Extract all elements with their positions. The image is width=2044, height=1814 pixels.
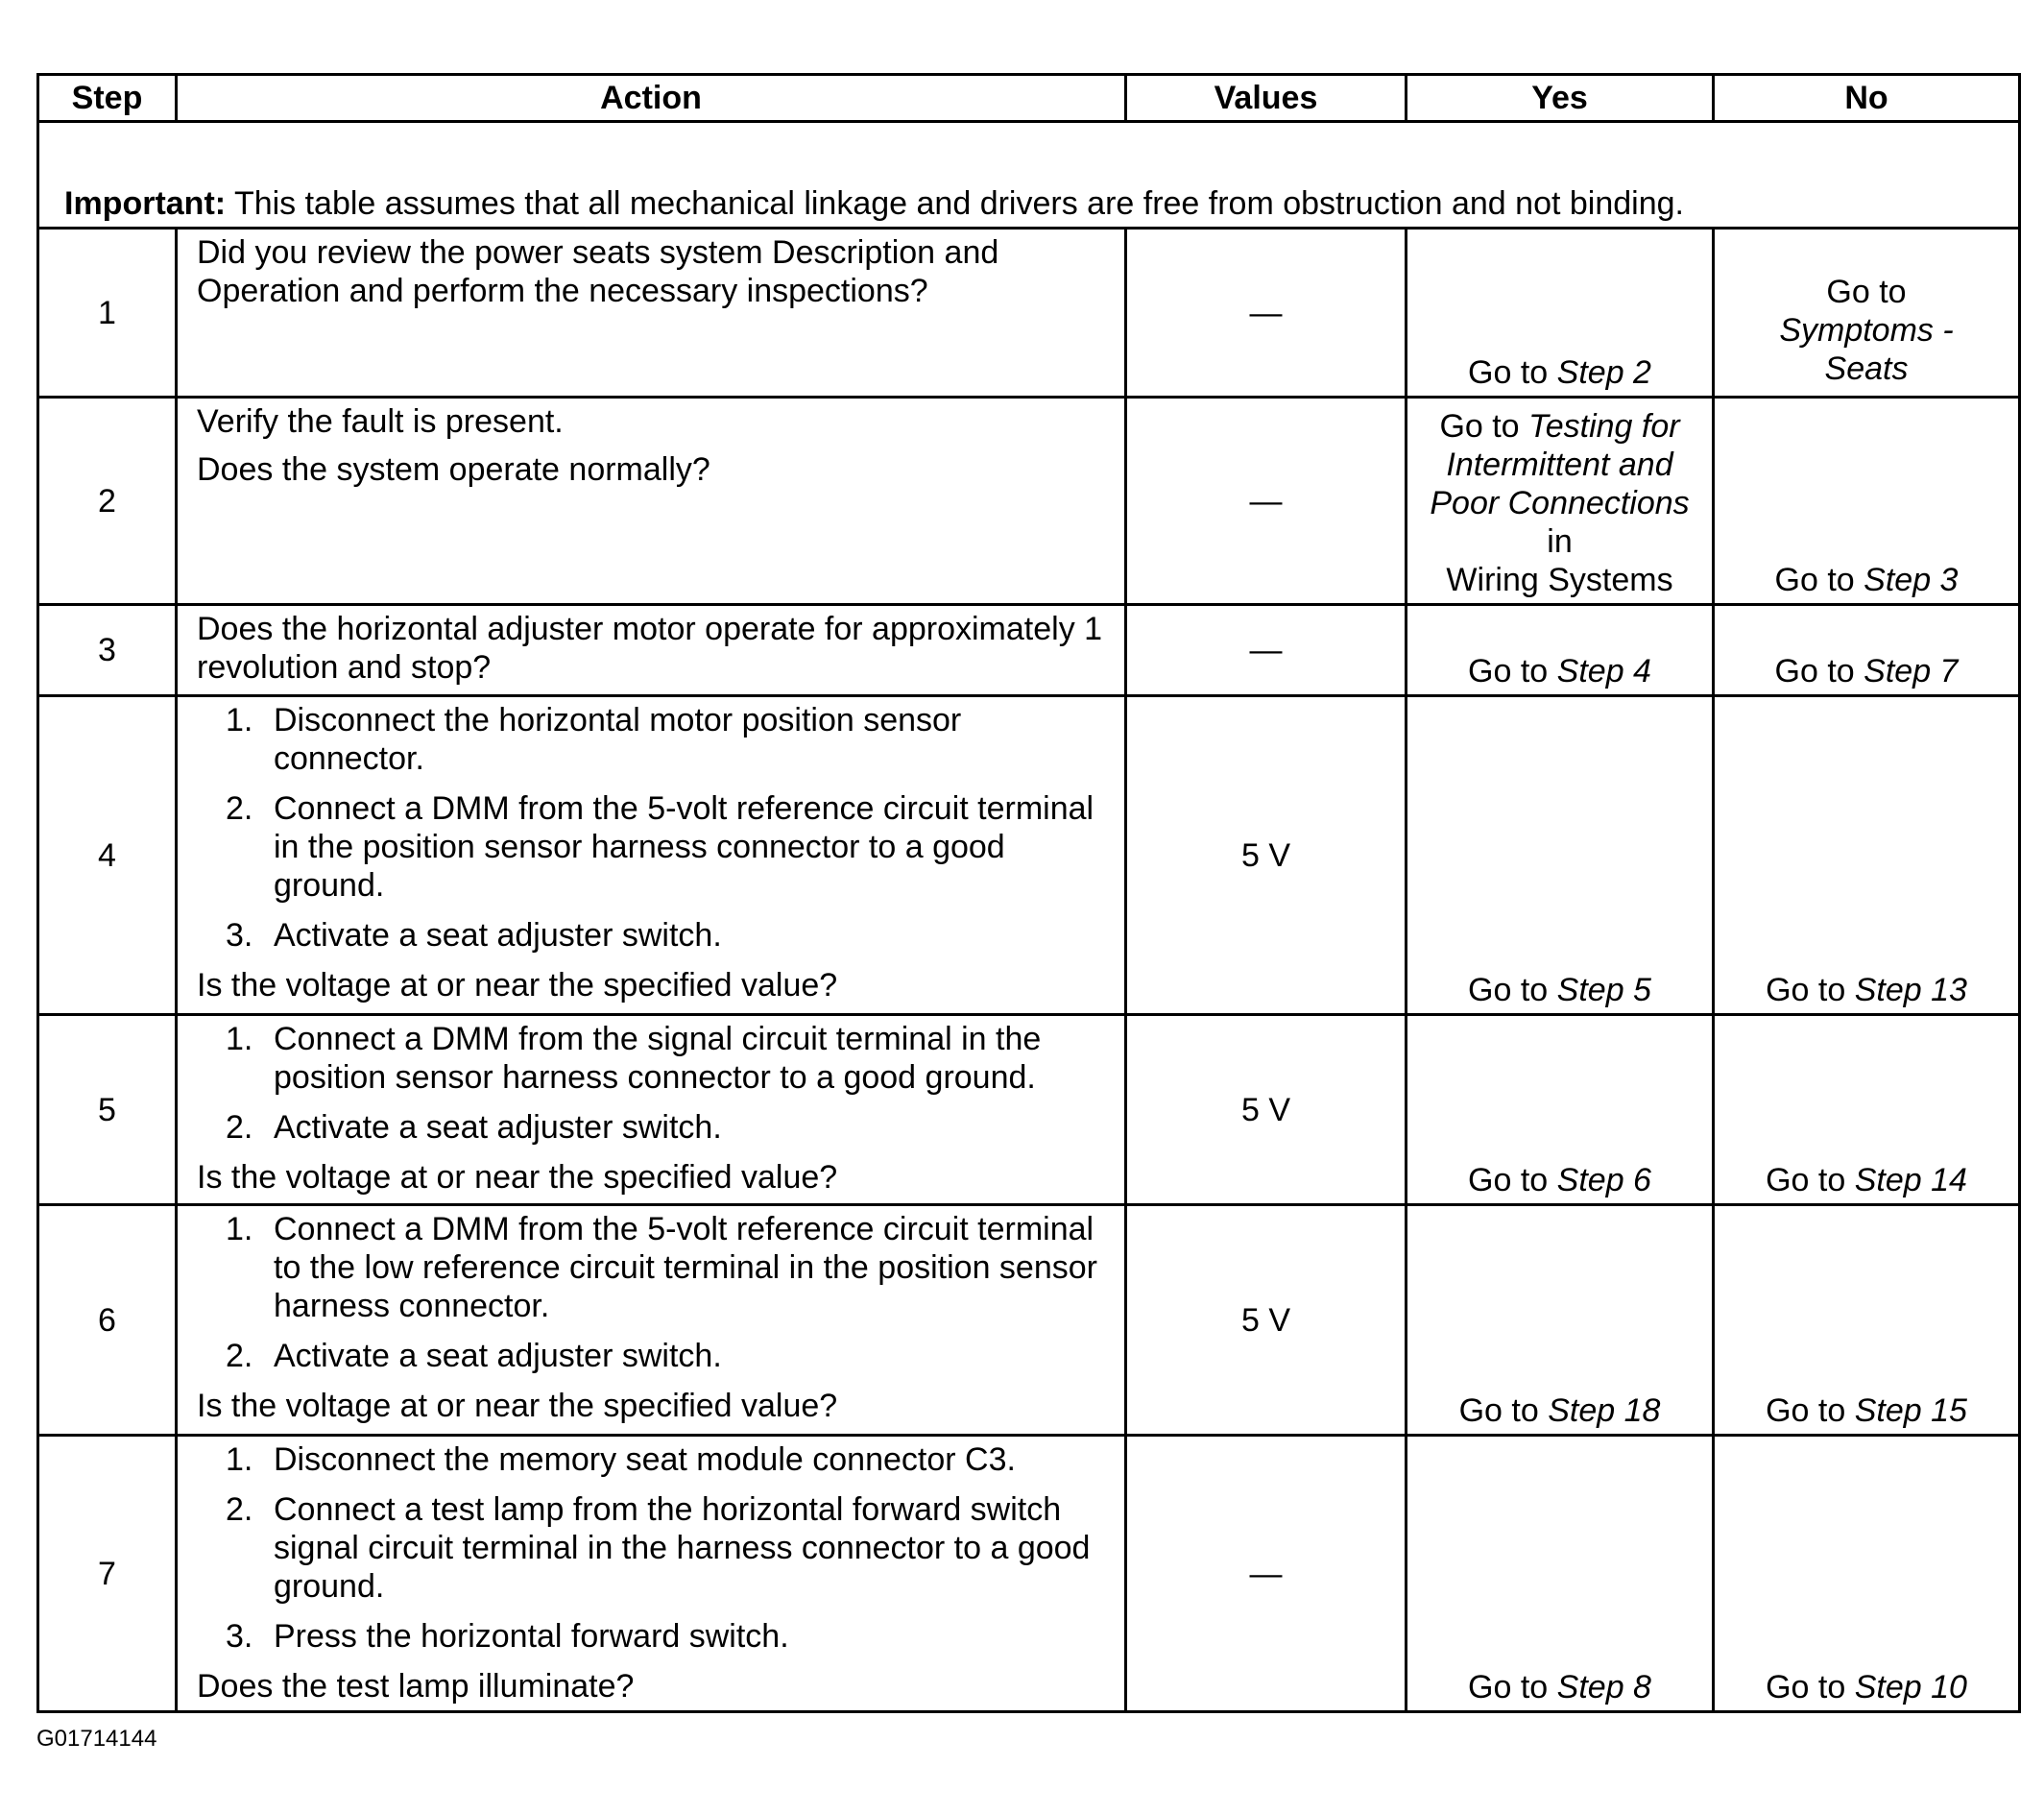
no-cell — [1714, 398, 2020, 605]
step-number: 3 — [38, 605, 177, 696]
no-cell — [1714, 1436, 2020, 1712]
action-question: Is the voltage at or near the specified value? — [197, 967, 838, 1004]
step-number: 7 — [38, 1436, 177, 1712]
yes-cell — [1407, 1436, 1714, 1712]
values-cell: — — [1126, 229, 1407, 398]
yes-cell — [1407, 696, 1714, 1015]
item-number: 2. — [226, 1338, 253, 1374]
no-cell — [1714, 696, 2020, 1015]
instruction-list — [197, 1210, 1111, 1375]
values-cell: 5 V — [1126, 1015, 1407, 1205]
values-cell: 5 V — [1126, 1205, 1407, 1436]
item-text: Activate a seat adjuster switch. — [274, 917, 722, 954]
item-text: Activate a seat adjuster switch. — [274, 1109, 722, 1146]
item-text: Connect a DMM from the signal circuit terminal in the position sensor harness connector to a good ground. — [274, 1021, 1042, 1096]
no-ref: Step 15 — [1854, 1392, 1967, 1429]
item-text: Disconnect the horizontal motor position sensor connector. — [274, 702, 962, 777]
yes-ref: Step 18 — [1548, 1392, 1661, 1429]
yes-prefix: Go to — [1458, 1392, 1539, 1429]
yes-ref: Testing for Intermittent and Poor Connections — [1430, 408, 1690, 521]
action-cell — [177, 398, 1126, 605]
action-question: Does the system operate normally? — [197, 451, 710, 488]
step-number: 2 — [38, 398, 177, 605]
action-cell — [177, 1205, 1126, 1436]
yes-prefix: Go to — [1468, 972, 1549, 1008]
important-note — [38, 122, 2020, 229]
table-row — [38, 1436, 2020, 1712]
action-text: Verify the fault is present. — [197, 403, 564, 440]
item-number: 1. — [226, 702, 253, 738]
values-cell: — — [1126, 398, 1407, 605]
yes-cell — [1407, 605, 1714, 696]
action-cell — [177, 1015, 1126, 1205]
step-number: 1 — [38, 229, 177, 398]
item-text: Connect a test lamp from the horizontal forward switch signal circuit terminal in the harness connector to a good ground. — [274, 1491, 1091, 1605]
table-row — [38, 1205, 2020, 1436]
list-item — [197, 701, 1111, 778]
item-number: 2. — [226, 790, 253, 827]
important-row — [38, 122, 2020, 229]
action-cell — [177, 605, 1126, 696]
action-question: Did you review the power seats system Description and Operation and perform the necessary inspections? — [197, 234, 999, 309]
table-row — [38, 398, 2020, 605]
table-row — [38, 605, 2020, 696]
item-number: 2. — [226, 1109, 253, 1146]
action-cell — [177, 696, 1126, 1015]
yes-suffix-in: in — [1547, 523, 1573, 560]
item-text: Connect a DMM from the 5-volt reference circuit terminal in the position sensor harness connector to a good ground. — [274, 790, 1094, 904]
list-item — [197, 1617, 1111, 1656]
instruction-list — [197, 701, 1111, 955]
item-text: Press the horizontal forward switch. — [274, 1618, 789, 1655]
values-cell: — — [1126, 605, 1407, 696]
yes-ref: Step 2 — [1556, 354, 1651, 391]
action-cell — [177, 1436, 1126, 1712]
yes-ref: Step 6 — [1556, 1162, 1651, 1198]
action-question: Is the voltage at or near the specified value? — [197, 1159, 838, 1196]
header-action: Action — [177, 75, 1126, 122]
list-item — [197, 1490, 1111, 1606]
list-item — [197, 916, 1111, 955]
action-cell — [177, 229, 1126, 398]
no-prefix: Go to — [1826, 273, 1907, 310]
yes-ref: Step 8 — [1556, 1669, 1651, 1705]
yes-prefix: Go to — [1439, 408, 1520, 445]
item-number: 1. — [226, 1021, 253, 1057]
no-ref: Step 10 — [1854, 1669, 1967, 1705]
figure-id: G01714144 — [36, 1726, 157, 1752]
yes-suffix: Wiring Systems — [1446, 562, 1673, 598]
instruction-list — [197, 1020, 1111, 1147]
no-prefix: Go to — [1766, 1162, 1846, 1198]
no-ref: Step 3 — [1864, 562, 1959, 598]
values-cell: 5 V — [1126, 696, 1407, 1015]
step-number: 6 — [38, 1205, 177, 1436]
values-cell: — — [1126, 1436, 1407, 1712]
yes-ref: Step 5 — [1556, 972, 1651, 1008]
no-cell — [1714, 229, 2020, 398]
yes-cell — [1407, 398, 1714, 605]
no-ref: Step 14 — [1854, 1162, 1967, 1198]
no-prefix: Go to — [1766, 1392, 1846, 1429]
important-label: Important: — [64, 185, 227, 222]
item-text: Disconnect the memory seat module connector C3. — [274, 1441, 1016, 1478]
yes-ref: Step 4 — [1556, 653, 1651, 689]
list-item — [197, 1020, 1111, 1097]
action-question: Does the horizontal adjuster motor operate for approximately 1 revolution and stop? — [197, 611, 1103, 686]
item-text: Connect a DMM from the 5-volt reference circuit terminal to the low reference circuit terminal in the position sensor harness connector. — [274, 1211, 1097, 1324]
action-question: Is the voltage at or near the specified value? — [197, 1388, 838, 1424]
item-text: Activate a seat adjuster switch. — [274, 1338, 722, 1374]
no-prefix: Go to — [1766, 1669, 1846, 1705]
header-row — [38, 75, 2020, 122]
yes-prefix: Go to — [1468, 653, 1549, 689]
item-number: 1. — [226, 1211, 253, 1247]
yes-prefix: Go to — [1468, 1669, 1549, 1705]
header-yes: Yes — [1407, 75, 1714, 122]
yes-prefix: Go to — [1468, 1162, 1549, 1198]
table-row — [38, 696, 2020, 1015]
no-cell — [1714, 1205, 2020, 1436]
list-item — [197, 1440, 1111, 1479]
step-number: 4 — [38, 696, 177, 1015]
no-ref: Step 13 — [1854, 972, 1967, 1008]
yes-cell — [1407, 1015, 1714, 1205]
no-prefix: Go to — [1766, 972, 1846, 1008]
no-cell — [1714, 1015, 2020, 1205]
yes-cell — [1407, 1205, 1714, 1436]
item-number: 1. — [226, 1441, 253, 1478]
action-question: Does the test lamp illuminate? — [197, 1668, 635, 1705]
step-number: 5 — [38, 1015, 177, 1205]
list-item — [197, 789, 1111, 905]
no-cell — [1714, 605, 2020, 696]
instruction-list — [197, 1440, 1111, 1656]
diagnostic-table — [36, 73, 2021, 1713]
important-text: This table assumes that all mechanical linkage and drivers are free from obstruction and not binding. — [233, 185, 1684, 222]
no-ref: Symptoms - Seats — [1779, 311, 1954, 387]
item-number: 3. — [226, 1618, 253, 1655]
no-prefix: Go to — [1774, 562, 1855, 598]
table-row — [38, 1015, 2020, 1205]
header-values: Values — [1126, 75, 1407, 122]
no-ref: Step 7 — [1864, 653, 1959, 689]
list-item — [197, 1210, 1111, 1325]
yes-cell — [1407, 229, 1714, 398]
header-step: Step — [38, 75, 177, 122]
no-prefix: Go to — [1774, 653, 1855, 689]
yes-prefix: Go to — [1468, 354, 1549, 391]
header-no: No — [1714, 75, 2020, 122]
item-number: 2. — [226, 1491, 253, 1528]
list-item — [197, 1337, 1111, 1375]
table-row — [38, 229, 2020, 398]
list-item — [197, 1108, 1111, 1147]
item-number: 3. — [226, 917, 253, 954]
